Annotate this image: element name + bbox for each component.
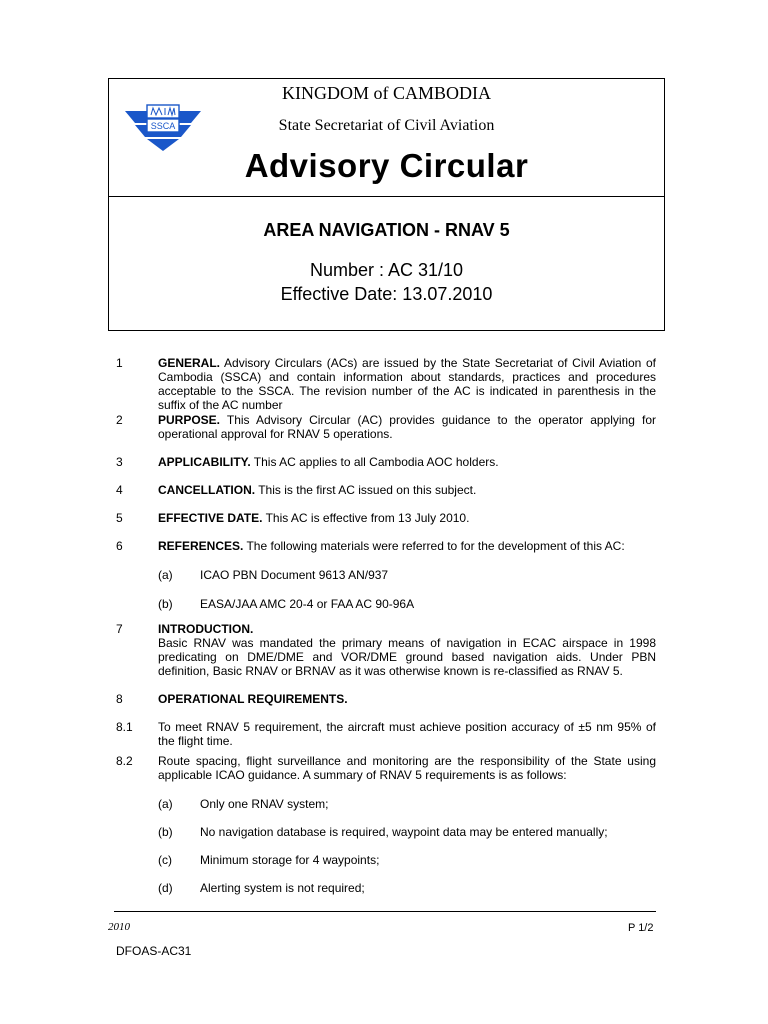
section-text: This AC is effective from 13 July 2010. xyxy=(262,511,470,525)
page-number: P 1/2 xyxy=(628,922,654,934)
section-title: REFERENCES. xyxy=(158,539,244,553)
section-body xyxy=(158,692,656,706)
section-number: 8.2 xyxy=(116,754,133,768)
section-number: 1 xyxy=(116,356,123,370)
section-number: 3 xyxy=(116,455,123,469)
section-text: Advisory Circulars (ACs) are issued by the State Secretariat of Civil Aviation of Cambodia (SSCA) and contain information about standards, practices and procedures acceptable to the SSCA. The revision number of the AC is indicated in parenthesis in the suffix of the AC number xyxy=(158,356,656,412)
requirement-text: No navigation database is required, waypoint data may be entered manually; xyxy=(200,825,608,839)
section-text: Basic RNAV was mandated the primary means of navigation in ECAC airspace in 1998 predicating on DME/DME and VOR/DME ground based navigation aids. Under PBN definition, Basic RNAV or BRNAV as it was otherwise known is re-classified as RNAV 5. xyxy=(158,636,656,678)
document-code: DFOAS-AC31 xyxy=(116,944,192,958)
kingdom-title: KINGDOM of CAMBODIA xyxy=(282,83,491,103)
header-box xyxy=(108,78,665,331)
section-body xyxy=(158,356,656,412)
section-title: EFFECTIVE DATE. xyxy=(158,511,263,525)
reference-text: EASA/JAA AMC 20-4 or FAA AC 90-96A xyxy=(200,597,415,611)
section-title: APPLICABILITY. xyxy=(158,455,251,469)
section-title: CANCELLATION. xyxy=(158,483,256,497)
authority-name: State Secretariat of Civil Aviation xyxy=(278,117,495,134)
requirement-label: (c) xyxy=(158,853,172,867)
section-text: This Advisory Circular (AC) provides guidance to the operator applying for operational approval for RNAV 5 operations. xyxy=(158,413,656,441)
reference-label: (b) xyxy=(158,597,173,611)
requirement-label: (d) xyxy=(158,881,173,895)
requirement-label: (a) xyxy=(158,797,173,811)
requirement-text: Alerting system is not required; xyxy=(200,881,365,895)
reference-label: (a) xyxy=(158,568,173,582)
section-number: 7 xyxy=(116,622,123,636)
section-title: PURPOSE. xyxy=(158,413,221,427)
svg-text:SSCA: SSCA xyxy=(150,121,176,131)
section-body xyxy=(158,413,656,441)
footer-year: 2010 xyxy=(108,921,130,933)
section-number: 4 xyxy=(116,483,123,497)
section-title: INTRODUCTION. xyxy=(158,622,254,636)
section-body xyxy=(158,511,656,525)
requirement-text: Only one RNAV system; xyxy=(200,797,329,811)
section-number: 5 xyxy=(116,511,123,525)
section-number: 6 xyxy=(116,539,123,553)
document-type: Advisory Circular xyxy=(244,147,529,184)
section-body xyxy=(158,539,656,553)
section-number: 2 xyxy=(116,413,123,427)
section-number: 8.1 xyxy=(116,720,133,734)
requirement-text: Minimum storage for 4 waypoints; xyxy=(200,853,380,867)
document-subject: AREA NAVIGATION - RNAV 5 xyxy=(263,220,510,240)
section-title: GENERAL. xyxy=(158,356,221,370)
section-body: Route spacing, flight surveillance and monitoring are the responsibility of the State using applicable ICAO guidance. A summary of RNAV 5 requirements is as follows: xyxy=(158,754,656,782)
section-body xyxy=(158,483,656,497)
section-text: This is the first AC issued on this subject. xyxy=(255,483,477,497)
header-top xyxy=(109,79,664,197)
section-title: OPERATIONAL REQUIREMENTS. xyxy=(158,692,348,706)
effective-date: Effective Date: 13.07.2010 xyxy=(280,284,493,304)
document-number: Number : AC 31/10 xyxy=(309,260,464,280)
section-number: 8 xyxy=(116,692,123,706)
section-body xyxy=(158,455,656,469)
section-text: This AC applies to all Cambodia AOC holders. xyxy=(250,455,499,469)
section-body xyxy=(158,622,656,678)
section-text: The following materials were referred to for the development of this AC: xyxy=(243,539,625,553)
section-body: To meet RNAV 5 requirement, the aircraft must achieve position accuracy of ±5 nm 95% of the flight time. xyxy=(158,720,656,748)
requirement-label: (b) xyxy=(158,825,173,839)
footer-divider xyxy=(114,911,656,912)
reference-text: ICAO PBN Document 9613 AN/937 xyxy=(200,568,389,582)
